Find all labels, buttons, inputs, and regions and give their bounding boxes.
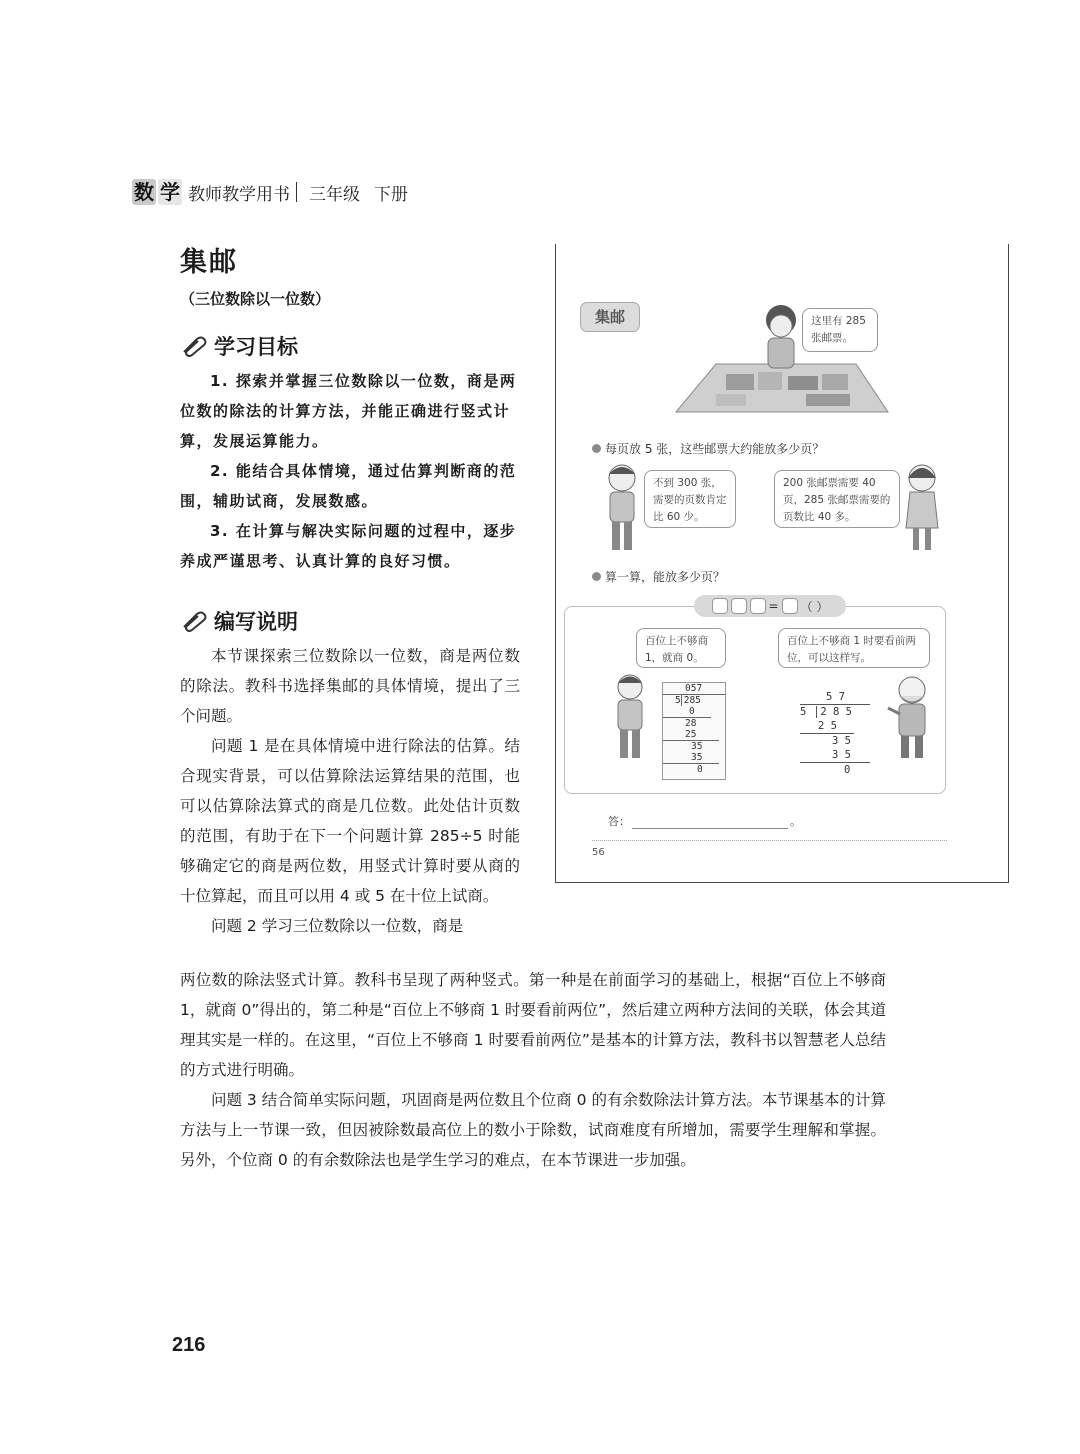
left-step: 0: [689, 706, 695, 717]
right-step: 3 5: [832, 735, 851, 747]
answer-label: 答：: [608, 815, 630, 828]
lesson-subtitle: （三位数除以一位数）: [180, 290, 331, 308]
right-step: 2 5: [800, 719, 854, 734]
right-divisor: 5: [800, 706, 807, 718]
girl-speech-bubble: 这里有 285 张邮票。: [802, 308, 878, 352]
textbook-page-number: 56: [592, 847, 605, 858]
left-step: 35: [691, 752, 703, 763]
notes-paragraph: 两位数的除法竖式计算。教科书呈现了两种竖式。第一种是在前面学习的基础上，根据“百位上不够商 1，就商 0”得出的，第二种是“百位上不够商 1 时要看前两位”，然后建立两种方法间的关联，体会其道理其实是一样的。在这里，“百位上不够商 1 时要看前两位”是基本的计算方法，教科书以智慧老人总结的方式进行明确。: [180, 971, 886, 1079]
logo-char-1: 数: [134, 180, 154, 204]
objective-item: 2. 能结合具体情境，通过估算判断商的范围，辅助试商，发展数感。: [180, 462, 517, 510]
notes-wide: [180, 965, 886, 1175]
blank-box: [731, 598, 747, 614]
answer-blank: [632, 816, 788, 829]
notes-heading: [180, 606, 298, 636]
objectives-list: [180, 366, 520, 576]
dotted-rule: [592, 840, 947, 841]
equals-sign: =: [768, 599, 779, 613]
paperclip-icon: [180, 610, 210, 632]
boy-speech-bubble: 不到 300 张，需要的页数肯定比 60 少。: [644, 470, 736, 528]
left-step: 28: [663, 717, 711, 729]
objective-item: 3. 在计算与解决实际问题的过程中，逐步养成严谨思考、认真计算的良好习惯。: [180, 522, 517, 570]
term-label: 下册: [374, 184, 408, 205]
left-step: 0: [663, 763, 719, 775]
notes-heading-text: 编写说明: [214, 609, 298, 634]
notes-paragraph: 问题 2 学习三位数除以一位数，商是: [211, 917, 464, 935]
logo-char-2: 学: [160, 180, 180, 204]
notes-paragraph: 问题 1 是在具体情境中进行除法的估算。结合现实背景，可以估算除法运算结果的范围，也可以估算除法算式的商是几位数。此处估计页数的范围，有助于在下一个问题计算 285÷5 时能够确定它的商是两位数，用竖式计算时要从商的十位算起，而且可以用 4 或 5 在十位上试商。: [180, 737, 520, 905]
left-divisor: 5: [675, 695, 681, 706]
right-step: 3 5: [800, 748, 870, 763]
right-dividend: 2 8 5: [816, 706, 852, 718]
question-1: [592, 440, 824, 457]
notes-paragraph: 问题 3 结合简单实际问题，巩固商是两位数且个位商 0 的有余数除法计算方法。本节课基本的计算方法与上一节课一致，但因被除数最高位上的数小于除数，试商难度有所增加，需要学生理解和掌握。另外，个位商 0 的有余数除法也是学生学习的难点，在本节课进一步加强。: [180, 1091, 886, 1169]
notes-paragraph: 本节课探索三位数除以一位数，商是两位数的除法。教科书选择集邮的具体情境，提出了三个问题。: [180, 647, 520, 725]
grade-label: 三年级: [309, 184, 360, 205]
question-2-text: 算一算，能放多少页？: [605, 570, 726, 584]
right-step: 0: [844, 764, 851, 776]
bullet-icon: [592, 444, 601, 453]
blank-box: [750, 598, 766, 614]
book-title: 教师教学用书: [188, 184, 290, 205]
wise-elder-illustration: [886, 674, 936, 760]
left-step: 25: [685, 729, 697, 740]
boy-illustration: [600, 462, 644, 554]
question-1-text: 每页放 5 张，这些邮票大约能放多少页？: [605, 442, 825, 456]
left-step: 35: [663, 740, 719, 752]
equation-tail: （ ）: [800, 599, 829, 614]
equation-strip: [694, 595, 846, 617]
running-header: [132, 178, 408, 206]
objectives-heading-text: 学习目标: [214, 334, 298, 359]
objective-item: 1. 探索并掌握三位数除以一位数，商是两位数的除法的计算方法，并能正确进行竖式计算，发展运算能力。: [180, 372, 517, 450]
textbook-page: [555, 244, 1009, 883]
blank-box: [782, 598, 798, 614]
long-division-left: [662, 682, 726, 780]
paperclip-icon: [180, 335, 210, 357]
girl-illustration: [902, 462, 942, 554]
left-dividend: 285: [681, 695, 701, 706]
elder-speech-bubble: 百位上不够商 1 时要看前两位，可以这样写。: [778, 628, 930, 668]
lesson-title: 集邮: [180, 247, 238, 278]
math-logo: [132, 179, 182, 205]
left-quotient: 057: [663, 683, 725, 695]
boy-illustration-2: [608, 672, 652, 762]
boy-speech-bubble-2: 百位上不够商 1，就商 0。: [636, 628, 726, 668]
notes-column: [180, 641, 520, 941]
girl-speech-bubble-2: 200 张邮票需要 40 页，285 张邮票需要的页数比 40 多。: [774, 470, 900, 528]
long-division-right: [800, 690, 870, 777]
page-number: 216: [172, 1334, 206, 1356]
answer-end: 。: [790, 815, 801, 828]
header-divider: [296, 182, 297, 202]
objectives-heading: [180, 331, 298, 361]
bullet-icon: [592, 572, 601, 581]
question-2: [592, 568, 725, 585]
answer-line: [608, 813, 801, 829]
blank-box: [712, 598, 728, 614]
right-quotient: 5 7: [800, 690, 870, 705]
textbook-tag: 集邮: [580, 302, 640, 332]
